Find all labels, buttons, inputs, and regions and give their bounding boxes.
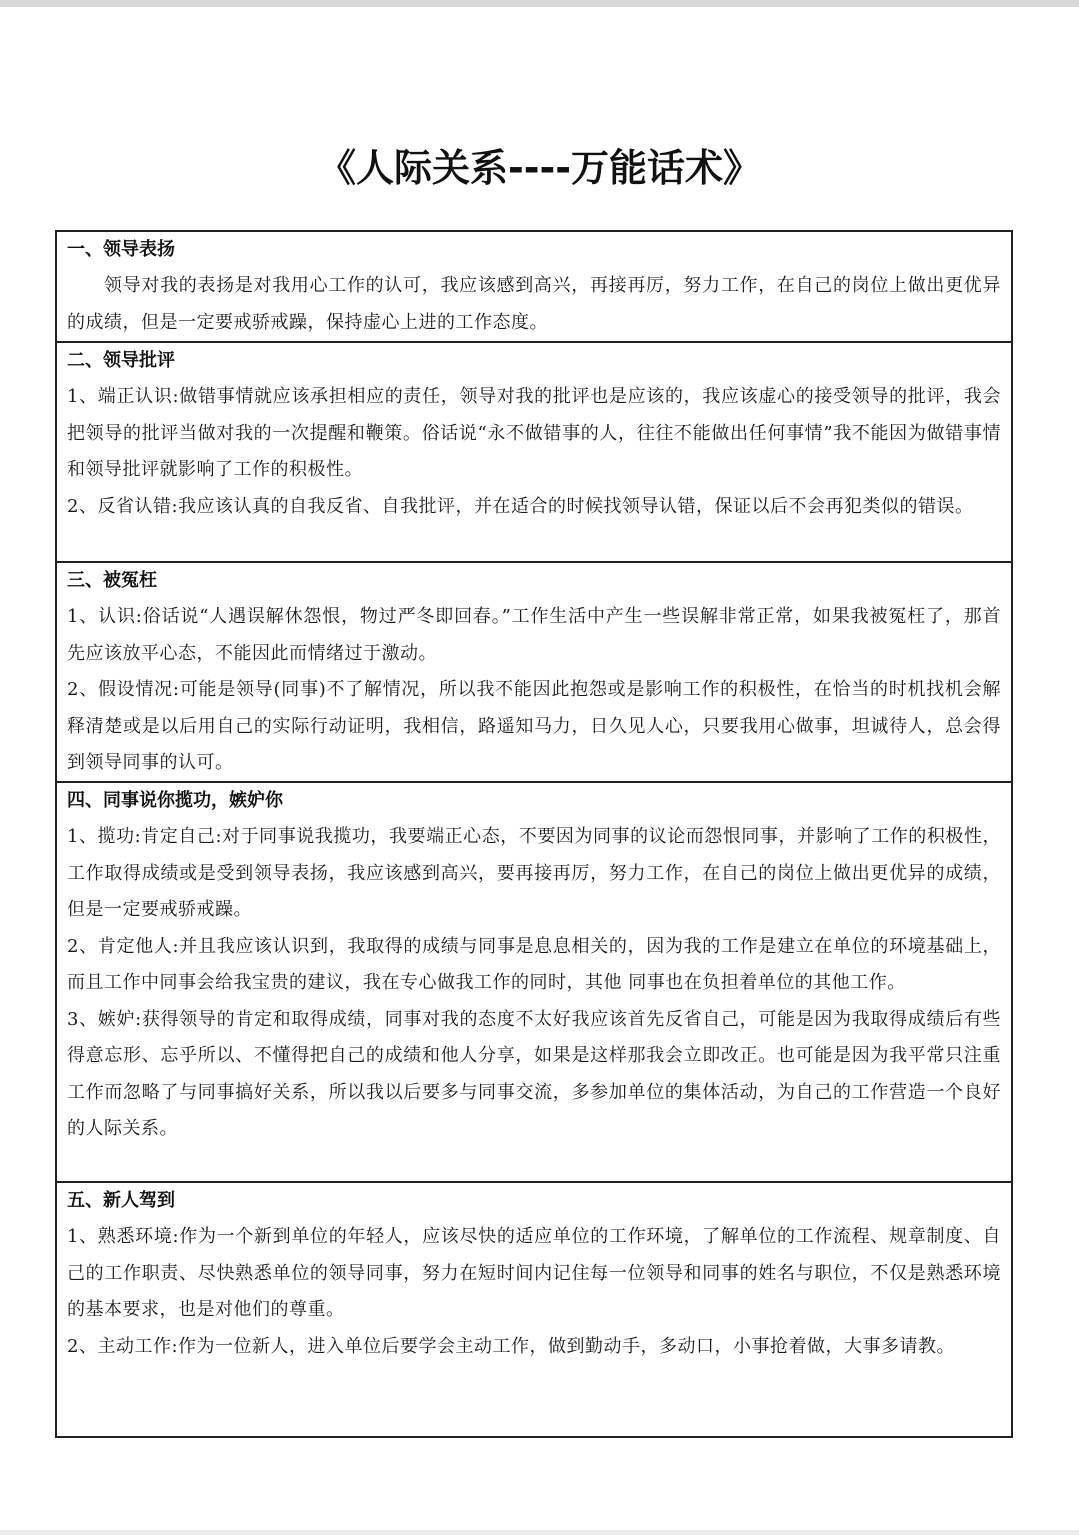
section-paragraph: 1、端正认识:做错事情就应该承担相应的责任，领导对我的批评也是应该的，我应该虚心的接受领导的批评，我会把领导的批评当做对我的一次提醒和鞭策。俗话说“永不做错事的人，往往不能做出任何事情”我不能因为做错事情和领导批评就影响了工作的积极性。	[67, 386, 1001, 480]
section-heading: 三、被冤枉	[67, 570, 157, 591]
section-newcomer	[57, 1183, 1011, 1436]
section-paragraph: 1、熟悉环境:作为一个新到单位的年轻人，应该尽快的适应单位的工作环境，了解单位的工作流程、规章制度、自己的工作职责、尽快熟悉单位的领导同事，努力在短时间内记住每一位领导和同事的姓名与职位，不仅是熟悉环境的基本要求，也是对他们的尊重。	[67, 1226, 1001, 1320]
section-leader-criticism	[57, 343, 1011, 563]
section-wronged	[57, 563, 1011, 783]
section-heading: 一、领导表扬	[67, 239, 175, 260]
section-paragraph: 2、假设情况:可能是领导(同事)不了解情况，所以我不能因此抱怨或是影响工作的积极性，在恰当的时机找机会解释清楚或是以后用自己的实际行动证明，我相信，路遥知马力，日久见人心，只要我用心做事，坦诚待人，总会得到领导同事的认可。	[67, 679, 1001, 773]
document-title: 《人际关系----万能话术》	[317, 146, 762, 190]
section-paragraph: 2、反省认错:我应该认真的自我反省、自我批评，并在适合的时候找领导认错，保证以后不会再犯类似的错误。	[67, 495, 974, 517]
section-leader-praise	[57, 232, 1011, 343]
section-heading: 二、领导批评	[67, 350, 175, 371]
section-paragraph: 2、主动工作:作为一位新人，进入单位后要学会主动工作，做到勤动手，多动口，小事抢着做，大事多请教。	[67, 1335, 956, 1357]
content-table	[55, 230, 1013, 1438]
section-paragraph: 领导对我的表扬是对我用心工作的认可，我应该感到高兴，再接再厉，努力工作，在自己的岗位上做出更优异的成绩，但是一定要戒骄戒躁，保持虚心上进的工作态度。	[67, 275, 1001, 333]
section-paragraph: 1、揽功:肯定自己:对于同事说我揽功，我要端正心态，不要因为同事的议论而怨恨同事，并影响了工作的积极性，工作取得成绩或是受到领导表扬，我应该感到高兴，要再接再厉，努力工作，在自己的岗位上做出更优异的成绩，但是一定要戒骄戒躁。	[67, 826, 1001, 920]
top-edge-bar	[0, 0, 1079, 7]
bottom-edge-bar	[0, 1530, 1079, 1535]
section-heading: 五、新人驾到	[67, 1190, 175, 1211]
section-heading: 四、同事说你揽功，嫉妒你	[67, 790, 283, 811]
section-paragraph: 1、认识:俗话说“人遇误解休怨恨，物过严冬即回春。”工作生活中产生一些误解非常正常，如果我被冤枉了，那首先应该放平心态，不能因此而情绪过于激动。	[67, 606, 1001, 664]
section-paragraph: 3、嫉妒:获得领导的肯定和取得成绩，同事对我的态度不太好我应该首先反省自己，可能是因为我取得成绩后有些得意忘形、忘乎所以、不懂得把自己的成绩和他人分享，如果是这样那我会立即改正。也可能是因为我平常只注重工作而忽略了与同事搞好关系，所以我以后要多与同事交流，多参加单位的集体活动，为自己的工作营造一个良好的人际关系。	[67, 1008, 1001, 1139]
section-colleague-envy	[57, 783, 1011, 1183]
section-paragraph: 2、肯定他人:并且我应该认识到，我取得的成绩与同事是息息相关的，因为我的工作是建立在单位的环境基础上，而且工作中同事会给我宝贵的建议，我在专心做我工作的同时，其他 同事也在负担着单位的其他工作。	[67, 935, 1001, 993]
